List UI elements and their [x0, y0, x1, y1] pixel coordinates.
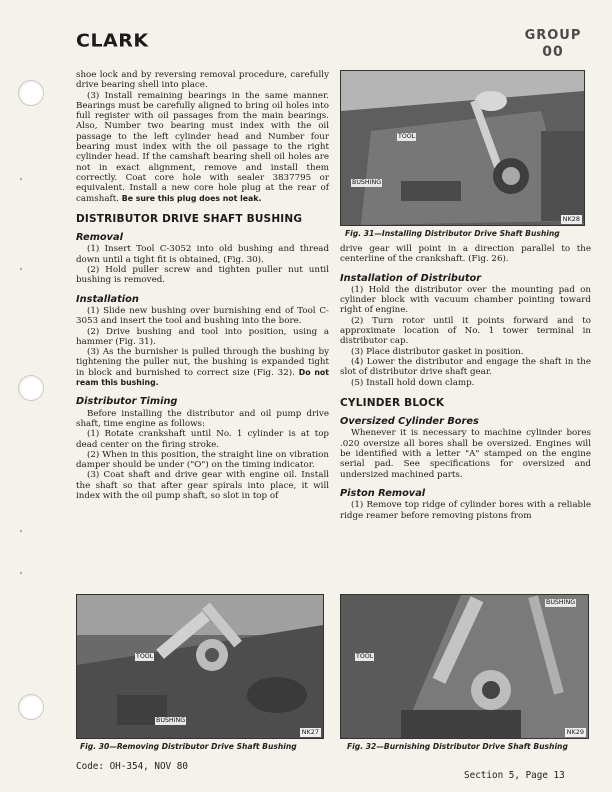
section-heading: CYLINDER BLOCK [340, 396, 445, 409]
binder-hole [18, 80, 44, 106]
figure-code: NK29 [566, 728, 584, 736]
warning-text: Be sure this plug does not leak. [121, 193, 262, 203]
label-tool: TOOL [136, 653, 154, 660]
warning-text: Do not ream this bushing. [76, 367, 329, 388]
paragraph: (2) When in this position, the straight line on vibration damper should be under ("O") on the timing indicator. [76, 449, 329, 471]
paragraph: (4) Lower the distributor and engage the shaft in the slot of distributor drive shaft gear. [340, 356, 591, 378]
binder-hole [18, 375, 44, 401]
group-label: GROUP [524, 28, 582, 43]
paragraph: drive gear will point in a direction parallel to the centerline of the crankshaft. (Fig. 26). [340, 244, 591, 265]
label-bushing: BUSHING [352, 179, 382, 186]
paragraph: (3) As the burnisher is pulled through the bushing by tightening the puller nut, the bushing is expanded tight in block and burnished to correct size (Fig. 32). Do not ream this bushing. [76, 347, 329, 388]
paragraph: shoe lock and by reversing removal procedure, carefully drive bearing shell into place. [76, 70, 329, 91]
margin-mark [20, 572, 22, 574]
label-bushing: BUSHING [156, 717, 186, 724]
label-tool: TOOL [356, 653, 374, 660]
label-tool: TOOL [398, 133, 416, 140]
subheading: Piston Removal [340, 487, 426, 499]
figure-30-photo [76, 594, 324, 739]
group-indicator [518, 28, 588, 60]
paragraph: (2) Drive bushing and tool into position, using a hammer (Fig. 31). [76, 326, 329, 347]
subheading: Oversized Cylinder Bores [340, 416, 479, 428]
subheading: Removal [76, 232, 123, 244]
document-code: Code: OH-354, NOV 80 [76, 761, 188, 772]
subheading: Distributor Timing [76, 396, 178, 408]
figure-30-caption: Fig. 30—Removing Distributor Drive Shaft Bushing [80, 742, 297, 751]
section-heading: DISTRIBUTOR DRIVE SHAFT BUSHING [76, 212, 303, 225]
subheading: Installation of Distributor [340, 272, 482, 284]
figure-32-caption: Fig. 32—Burnishing Distributor Drive Shaft Bushing [347, 742, 568, 751]
paragraph: (1) Rotate crankshaft until No. 1 cylinder is at top dead center on the firing stroke. [76, 429, 329, 450]
page-number: Section 5, Page 13 [464, 770, 565, 781]
binder-hole [18, 694, 44, 720]
paragraph: (1) Hold the distributor over the mounting pad on cylinder block with vacuum chamber pointing toward right of engine. [340, 284, 591, 316]
left-column [76, 70, 329, 501]
brand-logo: CLARK [76, 30, 149, 52]
margin-mark [20, 268, 22, 270]
paragraph: (5) Install hold down clamp. [351, 377, 475, 388]
paragraph: (1) Insert Tool C-3052 into old bushing and thread down until a tight fit is obtained, (Fig. 30). [76, 244, 329, 265]
paragraph: (3) Install remaining bearings in the same manner. Bearings must be carefully aligned to bring oil holes into full register with oil passages from the main bearings. Also, Number two bearing must index with the oil passage to the left cylinder head and Number four bearing must index with the oil passage to the right cylinder head. If the camshaft bearing shell oil holes are not in exact alignment, remove and install them correctly. Coat core hole with sealer 3837795 or equivalent. Install a new core hole plug at the rear of camshaft. Be sure this plug does not leak. [76, 90, 329, 204]
paragraph: Before installing the distributor and oil pump drive shaft, time engine as follows: [76, 408, 329, 429]
margin-mark [20, 178, 22, 180]
paragraph: (1) Slide new bushing over burnishing end of Tool C-3053 and insert the tool and bushing into the bore. [76, 305, 329, 327]
label-bushing: BUSHING [546, 599, 576, 606]
figure-31-caption: Fig. 31—Installing Distributor Drive Shaft Bushing [345, 229, 560, 238]
paragraph: (3) Place distributor gasket in position. [351, 346, 524, 357]
subheading: Installation [76, 293, 139, 305]
paragraph: (1) Remove top ridge of cylinder bores with a reliable ridge reamer before removing pistons from [340, 500, 591, 521]
group-number: 00 [542, 44, 564, 60]
margin-mark [20, 530, 22, 532]
paragraph: (2) Hold puller screw and tighten puller nut until bushing is removed. [76, 265, 329, 286]
paragraph: (2) Turn rotor until it points forward and to approximate location of No. 1 tower terminal in distributor cap. [340, 315, 591, 347]
figure-code: NK28 [562, 215, 580, 223]
paragraph: Whenever it is necessary to machine cylinder bores .020 oversize all bores shall be oversized. Engines will be identified with a letter "A" stamped on the engine serial pad. See specifications for oversized and undersized machined parts. [340, 428, 591, 480]
right-column [340, 244, 591, 521]
paragraph: (3) Coat shaft and drive gear with engine oil. Install the shaft so that after gear spirals into place, it will index with the oil pump shaft, so slot in top of [76, 470, 329, 501]
figure-31-photo [340, 70, 585, 226]
figure-code: NK27 [301, 728, 319, 736]
figure-32-photo [340, 594, 589, 739]
